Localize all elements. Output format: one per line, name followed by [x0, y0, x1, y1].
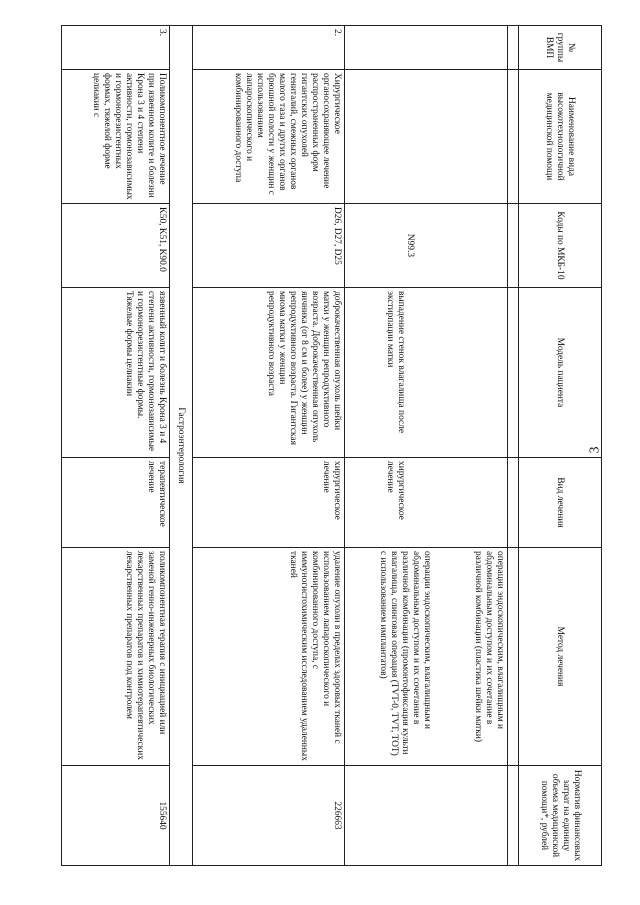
cell-num: 2. — [193, 26, 345, 70]
cell-method: поликомпонентная терапия с инициацией или заменой генно-инженерных биологических лекарственных препаратов и химиотерапевтических лекарственных препаратов под контролем — [62, 548, 170, 766]
section-title: Гастроэнтерология — [170, 26, 193, 866]
cell-method: удаление опухоли в пределах здоровых тканей с использованием лапароскопического и комбинированного доступа, с иммуногистохимическим исследованием удаленных тканей — [193, 548, 345, 766]
page-number: 3 — [587, 446, 603, 454]
cell-type: терапевтическое лечение — [62, 458, 170, 548]
cell-method-text: операции эндоскопическим, влагалищным и абдоминальным доступом и их сочетание в различной комбинации (пластика шейки матки) — [473, 551, 505, 742]
cell-norm: 226663 — [193, 766, 345, 866]
cell-codes: D26, D27, D25 — [193, 204, 345, 288]
spacer-cell — [508, 26, 519, 70]
header-codes: Коды по МКБ-10 — [519, 204, 602, 288]
table-row — [193, 26, 345, 866]
spacer-cell — [508, 204, 519, 288]
spacer-cell — [508, 458, 519, 548]
cell-num: 3. — [62, 26, 170, 70]
header-name: Наименование вида высокотехнологичной медицинской помощи — [519, 70, 602, 204]
spacer-cell — [508, 288, 519, 458]
rotated-table-wrapper — [90, 25, 602, 865]
cell-method-text: операции эндоскопическим, влагалищным и абдоминальным доступом и их сочетание в различной комбинации (промонтофиксация культи влагалища, слинговая операция (TVT-0, TVT, TOT) с использованием имплантатов) — [378, 551, 432, 756]
header-type: Вид лечения — [519, 458, 602, 548]
vmp-table — [61, 25, 602, 866]
section-row — [170, 26, 193, 866]
cell-norm — [345, 766, 508, 866]
header-num: № группы ВМП — [519, 26, 602, 70]
cell-model — [345, 288, 508, 458]
header-model: Модель пациента — [519, 288, 602, 458]
spacer-cell — [508, 70, 519, 204]
table-row — [345, 26, 508, 866]
cell-model-text: выпадение стенок влагалища после экстирпации матки — [385, 291, 406, 433]
cell-name: Хирургическое органосохраняющее лечение распространенных форм гигантских опухолей гениталий, смежных органов малого таза и других органов брюшной полости у женщин с использованием лапароскопического и комбинированного доступа — [193, 70, 345, 204]
cell-type-text: хирургическое лечение — [385, 461, 406, 520]
table-row — [62, 26, 170, 866]
header-method: Метод лечения — [519, 548, 602, 766]
cell-norm: 155640 — [62, 766, 170, 866]
cell-type — [345, 458, 508, 548]
cell-name: Поликомпонентное лечение при язвенном колите и болезни Крона 3 и 4 степени активности, гормонозависимых и гормонорезистентных формах, тяжелой форме целиакии с — [62, 70, 170, 204]
cell-codes: K50, K51, K90.0 — [62, 204, 170, 288]
cell-model: язвенный колит и болезнь Крона 3 и 4 степени активности, гормонозависимые и гормонорезистентные формы. Тяжелые формы целиакии — [62, 288, 170, 458]
cell-type: хирургическое лечение — [193, 458, 345, 548]
header-norm: Норматив финансовых затрат на единицу объема медицинской помощи*, рублей — [519, 766, 602, 866]
spacer-cell — [508, 766, 519, 866]
cell-method — [345, 548, 508, 766]
cell-codes — [345, 204, 508, 288]
cell-num — [345, 26, 508, 70]
table-spacer-row — [508, 26, 519, 866]
cell-codes-text: N99.3 — [405, 233, 415, 258]
spacer-cell — [508, 548, 519, 766]
cell-model: доброкачественная опухоль шейки матки у женщин репродуктивного возраста. Доброкачественная опухоль яичника (от 8 см и более) у женщин репродуктивного возраста. Гигантская миома матки у женщин репродуктивного возраста — [193, 288, 345, 458]
cell-name — [345, 70, 508, 204]
table-header-row — [519, 26, 602, 866]
